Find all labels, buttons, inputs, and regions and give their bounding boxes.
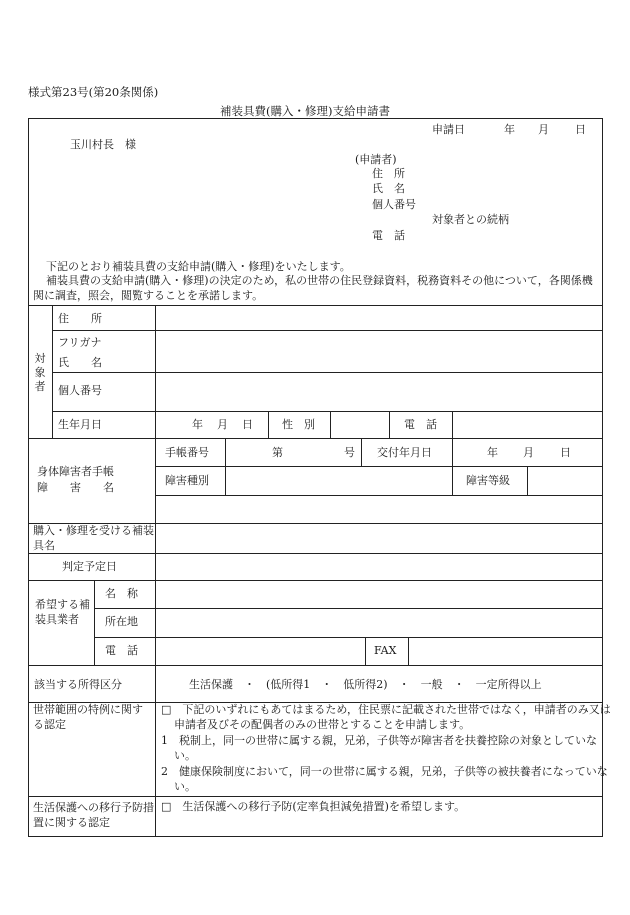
- handbook-number-label: 手帳番号: [165, 446, 209, 459]
- household-text-1: 1 税制上，同一の世帯に属する親，兄弟，子供等が障害者を扶養控除の対象としていない。: [161, 734, 597, 762]
- subject-furigana-label: フリガナ: [58, 336, 102, 349]
- handbook-go: 号: [344, 446, 355, 459]
- rule: [155, 466, 603, 467]
- form-number: 様式第23号(第20条関係): [28, 85, 159, 99]
- birth-month: 月: [217, 418, 228, 431]
- applicant-relation-label: 対象者との続柄: [432, 213, 509, 226]
- statement-request: 下記のとおり補装具費の支給申請(購入・修理)をいたします。: [46, 260, 351, 273]
- rule: [527, 466, 528, 495]
- applicant-personal-number-label: 個人番号: [372, 198, 416, 211]
- rule: [365, 637, 366, 665]
- rule: [28, 796, 603, 797]
- rule: [52, 372, 603, 373]
- subject-address-label: 住 所: [58, 312, 102, 325]
- apply-date-label: 申請日: [432, 123, 465, 136]
- applicant-phone-label: 電 話: [372, 229, 405, 242]
- apply-day: 日: [575, 123, 586, 136]
- transition-label: 生活保護への移行予防措置に関する認定: [33, 801, 154, 830]
- household-text-main: □ 下記のいずれにもあてはまるため，住民票に記載された世帯ではなく，申請者のみ又は申請者及びその配偶者のみの世帯とすることを申請します。: [161, 703, 611, 731]
- birth-day: 日: [242, 418, 253, 431]
- vendor-name-label: 名 称: [105, 587, 138, 600]
- rule: [452, 411, 453, 438]
- rule: [28, 438, 603, 439]
- addressee: 玉川村長 様: [70, 138, 136, 151]
- vendor-label: 希望する補装具業者: [35, 598, 90, 626]
- subject-birth-label: 生年月日: [58, 418, 102, 431]
- vendor-phone-label: 電 話: [105, 644, 138, 657]
- rule: [28, 665, 603, 666]
- rule: [28, 305, 603, 306]
- income-options: 生活保護 ・ (低所得1 ・ 低所得2) ・ 一般 ・ 一定所得以上: [189, 678, 542, 691]
- rule: [94, 637, 603, 638]
- rule: [52, 305, 53, 438]
- rule: [361, 438, 362, 466]
- vendor-location-label: 所在地: [105, 615, 138, 628]
- apply-month: 月: [538, 123, 549, 136]
- rule: [52, 330, 603, 331]
- rule: [155, 495, 603, 496]
- income-label: 該当する所得区分: [34, 678, 122, 691]
- rule: [452, 438, 453, 495]
- applicant-name-label: 氏 名: [372, 182, 405, 195]
- household-text-2: 2 健康保険制度において，同一の世帯に属する親，兄弟，子供等の被扶養者になっていない。: [161, 765, 608, 793]
- rule: [155, 305, 156, 580]
- issued-day: 日: [560, 446, 571, 459]
- rule: [330, 411, 331, 438]
- rule: [268, 411, 269, 438]
- subject-phone-label: 電 話: [404, 418, 437, 431]
- subject-personal-number-label: 個人番号: [58, 384, 102, 397]
- issued-date-label: 交付年月日: [377, 446, 432, 459]
- subject-label: 対象者: [34, 352, 46, 393]
- rule: [94, 608, 603, 609]
- birth-year: 年: [192, 418, 203, 431]
- handbook-dai: 第: [272, 446, 283, 459]
- rule: [155, 580, 156, 837]
- vendor-fax-label: FAX: [374, 644, 397, 657]
- rule: [408, 637, 409, 665]
- issued-year: 年: [487, 446, 498, 459]
- disability-grade-label: 障害等級: [466, 474, 510, 487]
- judge-date-label: 判定予定日: [62, 560, 117, 573]
- form-title: 補装具費(購入・修理)支給申請書: [220, 104, 390, 118]
- rule: [225, 438, 226, 495]
- subject-name-label: 氏 名: [58, 356, 102, 369]
- applicant-heading: (申請者): [355, 153, 397, 166]
- rule: [52, 411, 603, 412]
- disability-name-label: 障 害 名: [37, 481, 114, 494]
- rule: [389, 411, 390, 438]
- sex-label: 性 別: [282, 418, 315, 431]
- apply-year: 年: [504, 123, 515, 136]
- issued-month: 月: [523, 446, 534, 459]
- applicant-address-label: 住 所: [372, 167, 405, 180]
- handbook-label: 身体障害者手帳: [37, 465, 114, 478]
- rule: [28, 580, 603, 581]
- device-name-label: 購入・修理を受ける補装具名: [33, 524, 154, 552]
- statement-consent: 補装具費の支給申請(購入・修理)の決定のため，私の世帯の住民登録資料，税務資料その他について，各関係機関に調査，照会，閲覧することを承諾します。: [33, 274, 593, 303]
- disability-type-label: 障害種別: [165, 474, 209, 487]
- household-label: 世帯範囲の特例に関する認定: [33, 703, 143, 731]
- transition-text: □ 生活保護への移行予防(定率負担減免措置)を希望します。: [161, 800, 466, 813]
